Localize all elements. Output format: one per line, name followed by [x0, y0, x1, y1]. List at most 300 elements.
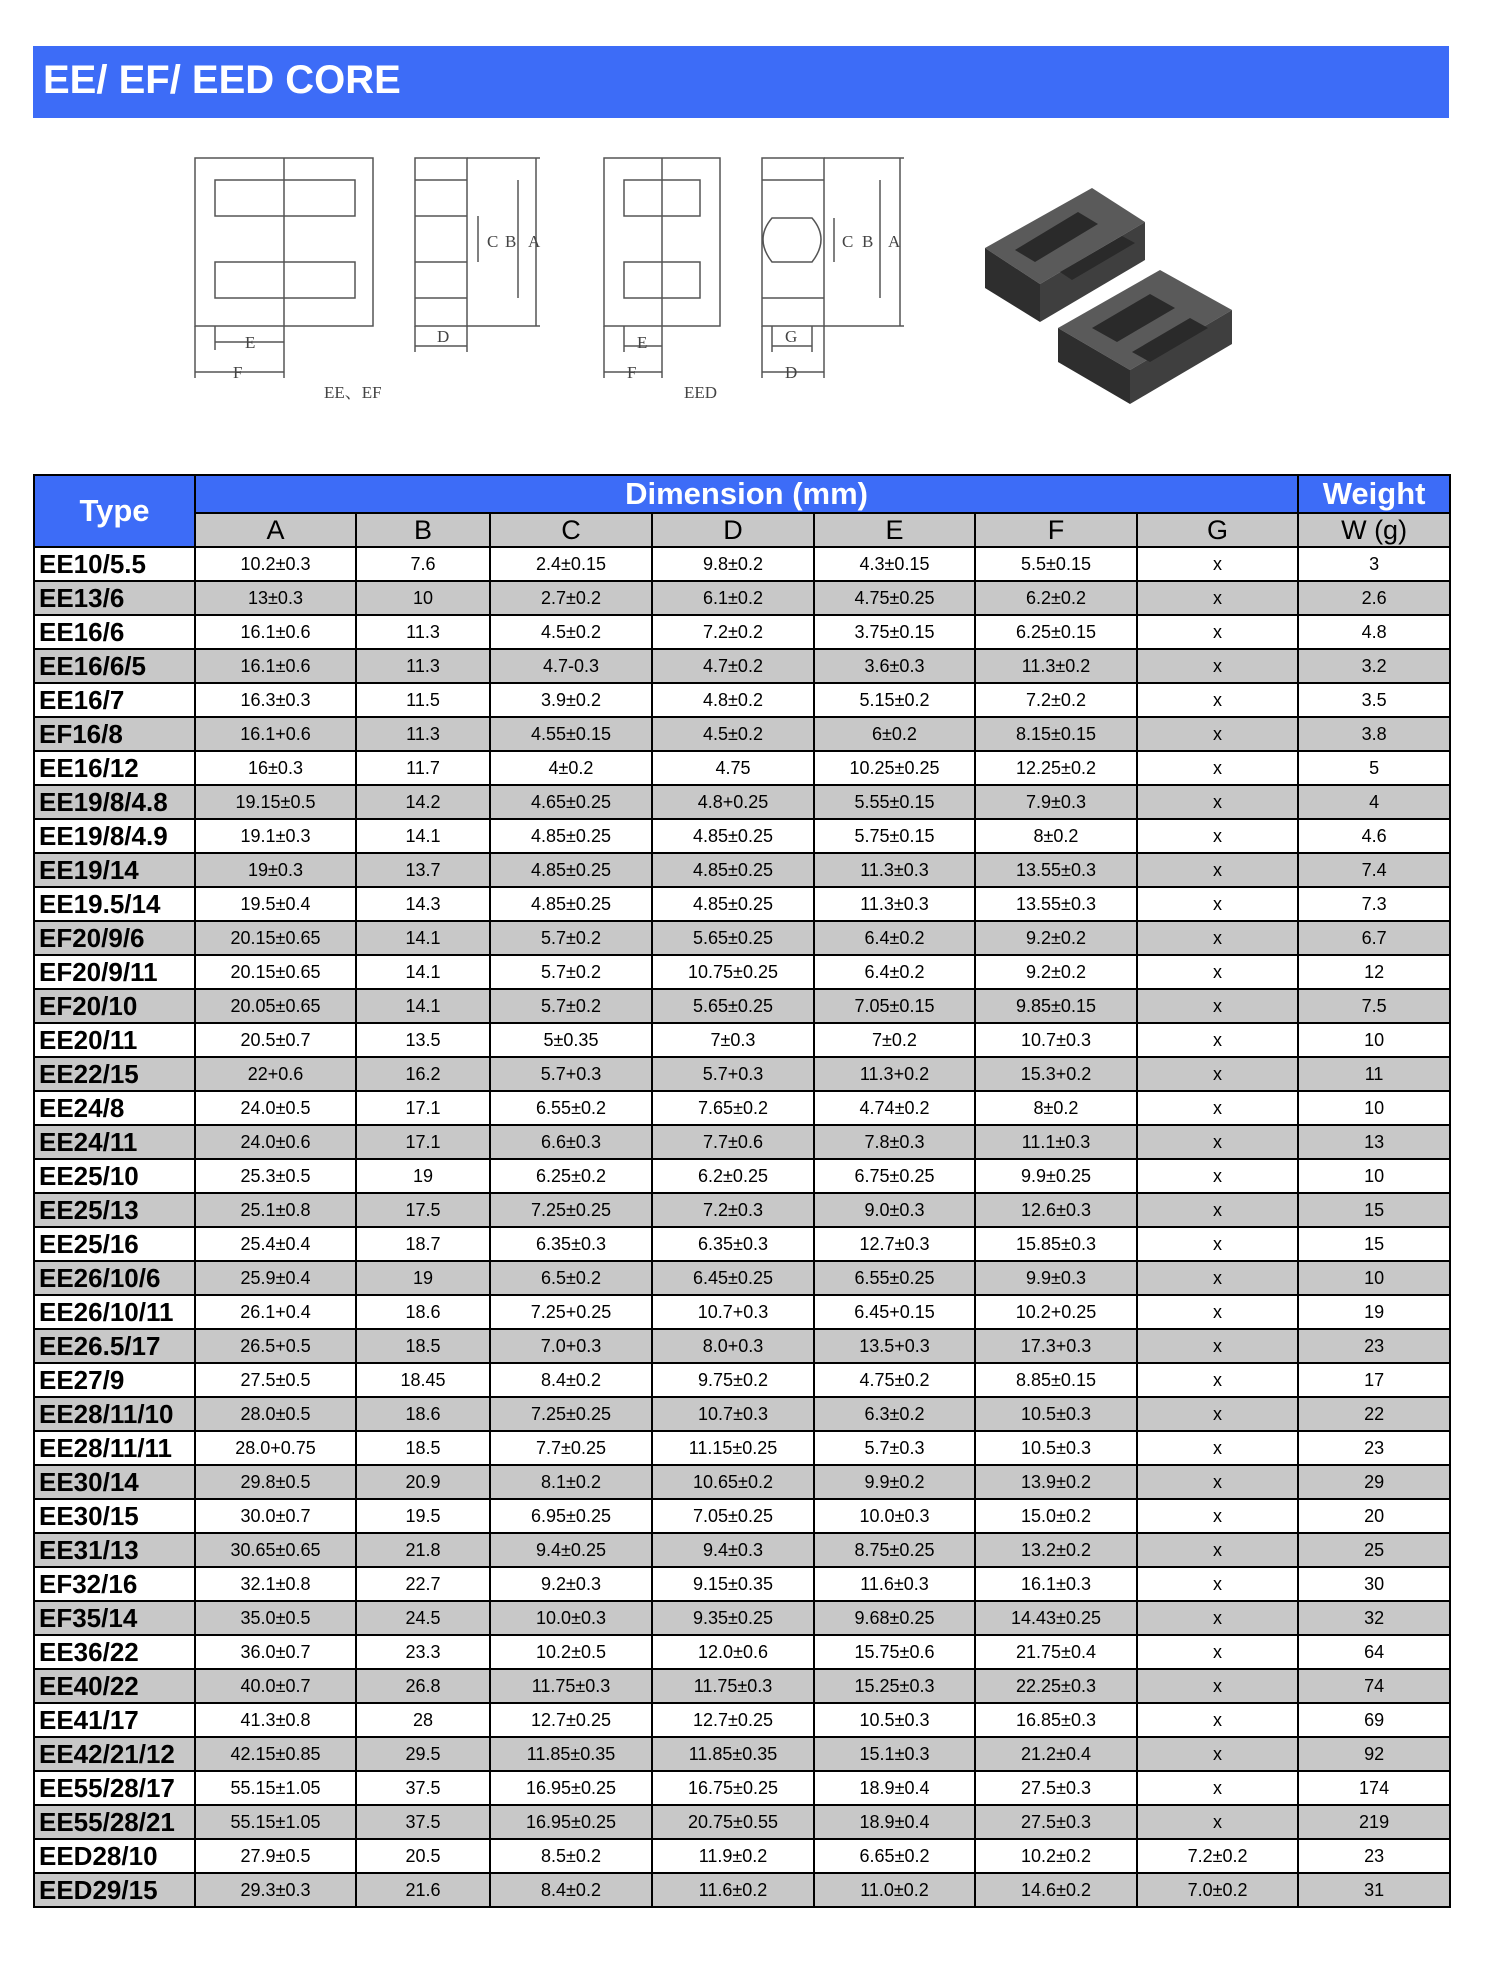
- cell-value: x: [1137, 955, 1298, 989]
- cell-value: x: [1137, 1533, 1298, 1567]
- label-d-right: D: [785, 363, 798, 382]
- cell-value: 24.0±0.5: [195, 1091, 356, 1125]
- cell-value: x: [1137, 1227, 1298, 1261]
- cell-value: 29.3±0.3: [195, 1873, 356, 1907]
- table-row: [34, 649, 1450, 683]
- cell-value: 20.05±0.65: [195, 989, 356, 1023]
- cell-value: 7.05±0.15: [814, 989, 975, 1023]
- cell-type: EE26/10/11: [34, 1295, 195, 1329]
- cell-value: 19.5±0.4: [195, 887, 356, 921]
- cell-value: 14.1: [356, 819, 490, 853]
- cell-type: EE19/14: [34, 853, 195, 887]
- table-row: [34, 1465, 1450, 1499]
- column-header-weight: W (g): [1298, 513, 1450, 547]
- cell-value: 11.3±0.3: [814, 853, 975, 887]
- ee-ef-side-view: [415, 158, 540, 352]
- cell-value: 12.7±0.3: [814, 1227, 975, 1261]
- cell-value: 5.7±0.3: [814, 1431, 975, 1465]
- cell-value: 25.4±0.4: [195, 1227, 356, 1261]
- cell-value: 4.75: [652, 751, 814, 785]
- cell-value: 16±0.3: [195, 751, 356, 785]
- cell-type: EE10/5.5: [34, 547, 195, 581]
- cell-value: x: [1137, 581, 1298, 615]
- cell-value: 5.15±0.2: [814, 683, 975, 717]
- cell-value: 28.0+0.75: [195, 1431, 356, 1465]
- cell-value: 13: [1298, 1125, 1450, 1159]
- cell-type: EE28/11/11: [34, 1431, 195, 1465]
- cell-value: 11.0±0.2: [814, 1873, 975, 1907]
- cell-value: 69: [1298, 1703, 1450, 1737]
- cell-value: 16.3±0.3: [195, 683, 356, 717]
- cell-value: 11.5: [356, 683, 490, 717]
- cell-value: 5.75±0.15: [814, 819, 975, 853]
- cell-value: 9.8±0.2: [652, 547, 814, 581]
- cell-value: 32.1±0.8: [195, 1567, 356, 1601]
- cell-value: 4±0.2: [490, 751, 652, 785]
- cell-type: EE41/17: [34, 1703, 195, 1737]
- cell-value: 4.85±0.25: [652, 819, 814, 853]
- cell-value: 36.0±0.7: [195, 1635, 356, 1669]
- header-weight: Weight: [1298, 475, 1450, 513]
- column-header-d: D: [652, 513, 814, 547]
- cell-value: 11.75±0.3: [652, 1669, 814, 1703]
- label-ee-ef: EE、EF: [324, 383, 382, 402]
- cell-value: 14.2: [356, 785, 490, 819]
- cell-type: EE16/6: [34, 615, 195, 649]
- cell-value: 29: [1298, 1465, 1450, 1499]
- cell-value: 7.7±0.25: [490, 1431, 652, 1465]
- cell-value: 10.7±0.3: [975, 1023, 1137, 1057]
- label-c-right: C: [842, 232, 854, 251]
- cell-value: x: [1137, 1057, 1298, 1091]
- cell-value: 31: [1298, 1873, 1450, 1907]
- table-row: [34, 1125, 1450, 1159]
- label-f-right: F: [627, 363, 637, 382]
- cell-type: EE25/13: [34, 1193, 195, 1227]
- cell-value: 27.5±0.3: [975, 1771, 1137, 1805]
- cell-value: 6.2±0.2: [975, 581, 1137, 615]
- cell-value: 7.25±0.25: [490, 1397, 652, 1431]
- table-row: [34, 1057, 1450, 1091]
- cell-value: 11: [1298, 1057, 1450, 1091]
- cell-value: 7.3: [1298, 887, 1450, 921]
- cell-value: 13.5: [356, 1023, 490, 1057]
- cell-type: EE16/6/5: [34, 649, 195, 683]
- label-b-right: B: [862, 232, 874, 251]
- cell-value: 12.0±0.6: [652, 1635, 814, 1669]
- ee-ef-front-view: [195, 158, 373, 378]
- cell-value: 18.9±0.4: [814, 1805, 975, 1839]
- table-row: [34, 819, 1450, 853]
- cell-value: 16.1±0.6: [195, 615, 356, 649]
- cell-value: 20: [1298, 1499, 1450, 1533]
- cell-value: 4.55±0.15: [490, 717, 652, 751]
- table-row: [34, 1635, 1450, 1669]
- cell-value: x: [1137, 1295, 1298, 1329]
- cell-type: EE30/15: [34, 1499, 195, 1533]
- cell-value: 3.2: [1298, 649, 1450, 683]
- cell-value: x: [1137, 751, 1298, 785]
- cell-value: x: [1137, 1397, 1298, 1431]
- cell-value: 10.2±0.3: [195, 547, 356, 581]
- cell-value: 17.3+0.3: [975, 1329, 1137, 1363]
- title-bar: [33, 46, 1449, 118]
- table-row: [34, 615, 1450, 649]
- table-row: [34, 1261, 1450, 1295]
- cell-value: 8.0+0.3: [652, 1329, 814, 1363]
- cell-value: 15.25±0.3: [814, 1669, 975, 1703]
- cell-value: 4.75±0.2: [814, 1363, 975, 1397]
- cell-value: 7.5: [1298, 989, 1450, 1023]
- cell-value: 14.43±0.25: [975, 1601, 1137, 1635]
- cell-value: 2.6: [1298, 581, 1450, 615]
- cell-value: 6.55±0.25: [814, 1261, 975, 1295]
- cell-value: 10.5±0.3: [814, 1703, 975, 1737]
- cell-value: 25: [1298, 1533, 1450, 1567]
- cell-value: 15: [1298, 1193, 1450, 1227]
- cell-value: 9.2±0.2: [975, 955, 1137, 989]
- cell-value: 6.35±0.3: [490, 1227, 652, 1261]
- cell-value: 8.1±0.2: [490, 1465, 652, 1499]
- cell-type: EE19/8/4.8: [34, 785, 195, 819]
- table-row: [34, 1431, 1450, 1465]
- table-row: [34, 1839, 1450, 1873]
- cell-value: 16.75±0.25: [652, 1771, 814, 1805]
- cell-value: x: [1137, 1193, 1298, 1227]
- cell-value: 11.85±0.35: [652, 1737, 814, 1771]
- table-row: [34, 1601, 1450, 1635]
- cell-value: 12.7±0.25: [490, 1703, 652, 1737]
- cell-value: 10: [356, 581, 490, 615]
- cell-value: 11.6±0.2: [652, 1873, 814, 1907]
- cell-value: 9.9±0.25: [975, 1159, 1137, 1193]
- cell-value: 10.2±0.2: [975, 1839, 1137, 1873]
- cell-value: 5.5±0.15: [975, 547, 1137, 581]
- cell-value: 17: [1298, 1363, 1450, 1397]
- cell-value: 7±0.3: [652, 1023, 814, 1057]
- cell-value: 55.15±1.05: [195, 1805, 356, 1839]
- cell-type: EE40/22: [34, 1669, 195, 1703]
- cell-value: 12.6±0.3: [975, 1193, 1137, 1227]
- cell-value: 20.15±0.65: [195, 955, 356, 989]
- cell-value: x: [1137, 853, 1298, 887]
- table-row: [34, 751, 1450, 785]
- cell-value: x: [1137, 1431, 1298, 1465]
- cell-value: 11.6±0.3: [814, 1567, 975, 1601]
- cell-value: 26.8: [356, 1669, 490, 1703]
- cell-value: x: [1137, 1363, 1298, 1397]
- cell-value: 19±0.3: [195, 853, 356, 887]
- cell-value: 11.3+0.2: [814, 1057, 975, 1091]
- label-a-left: A: [528, 232, 541, 251]
- cell-value: 26.5+0.5: [195, 1329, 356, 1363]
- table-row: [34, 1363, 1450, 1397]
- cell-value: 15.0±0.2: [975, 1499, 1137, 1533]
- cell-value: 3.5: [1298, 683, 1450, 717]
- cell-value: 8.85±0.15: [975, 1363, 1137, 1397]
- table-row: [34, 1159, 1450, 1193]
- cell-value: 13.7: [356, 853, 490, 887]
- cell-type: EE25/10: [34, 1159, 195, 1193]
- cell-type: EF20/10: [34, 989, 195, 1023]
- cell-value: 15.85±0.3: [975, 1227, 1137, 1261]
- cell-value: 17.1: [356, 1125, 490, 1159]
- cell-value: 18.5: [356, 1431, 490, 1465]
- table-row: [34, 1091, 1450, 1125]
- core-spec-table: [33, 474, 1451, 1908]
- cell-value: 16.1±0.3: [975, 1567, 1137, 1601]
- cell-value: 24.0±0.6: [195, 1125, 356, 1159]
- cell-type: EE19/8/4.9: [34, 819, 195, 853]
- table-row: [34, 547, 1450, 581]
- cell-value: x: [1137, 1669, 1298, 1703]
- cell-value: 21.6: [356, 1873, 490, 1907]
- cell-value: 21.8: [356, 1533, 490, 1567]
- table-row: [34, 1771, 1450, 1805]
- cell-value: 10.7±0.3: [652, 1397, 814, 1431]
- cell-value: x: [1137, 1159, 1298, 1193]
- table-row: [34, 1533, 1450, 1567]
- cell-value: 4.75±0.25: [814, 581, 975, 615]
- cell-value: 30: [1298, 1567, 1450, 1601]
- cell-value: 6.25±0.15: [975, 615, 1137, 649]
- cell-value: 5.65±0.25: [652, 989, 814, 1023]
- cell-value: x: [1137, 649, 1298, 683]
- cell-value: 9.35±0.25: [652, 1601, 814, 1635]
- table-row: [34, 581, 1450, 615]
- table-row: [34, 887, 1450, 921]
- cell-value: 23.3: [356, 1635, 490, 1669]
- cell-value: 8.4±0.2: [490, 1363, 652, 1397]
- cell-value: 55.15±1.05: [195, 1771, 356, 1805]
- cell-value: 4.74±0.2: [814, 1091, 975, 1125]
- cell-type: EE26/10/6: [34, 1261, 195, 1295]
- column-header-e: E: [814, 513, 975, 547]
- cell-type: EE27/9: [34, 1363, 195, 1397]
- cell-value: 6.7: [1298, 921, 1450, 955]
- cell-value: 20.15±0.65: [195, 921, 356, 955]
- cell-value: x: [1137, 547, 1298, 581]
- cell-value: x: [1137, 615, 1298, 649]
- cell-value: 12: [1298, 955, 1450, 989]
- table-row: [34, 1703, 1450, 1737]
- cell-value: 4.65±0.25: [490, 785, 652, 819]
- cell-value: 9.85±0.15: [975, 989, 1137, 1023]
- cell-value: 23: [1298, 1329, 1450, 1363]
- cell-value: 4.8: [1298, 615, 1450, 649]
- cell-value: 7.6: [356, 547, 490, 581]
- cell-value: 4.8+0.25: [652, 785, 814, 819]
- cell-type: EE20/11: [34, 1023, 195, 1057]
- label-eed: EED: [684, 383, 718, 402]
- cell-value: 3.9±0.2: [490, 683, 652, 717]
- cell-value: x: [1137, 819, 1298, 853]
- cell-value: 10.75±0.25: [652, 955, 814, 989]
- cell-value: 17.5: [356, 1193, 490, 1227]
- cell-value: 12.25±0.2: [975, 751, 1137, 785]
- cell-value: x: [1137, 887, 1298, 921]
- table-row: [34, 853, 1450, 887]
- cell-type: EED29/15: [34, 1873, 195, 1907]
- table-row: [34, 717, 1450, 751]
- cell-value: 8.5±0.2: [490, 1839, 652, 1873]
- cell-type: EE55/28/17: [34, 1771, 195, 1805]
- cell-value: 4.85±0.25: [652, 853, 814, 887]
- cell-value: x: [1137, 1567, 1298, 1601]
- cell-type: EE36/22: [34, 1635, 195, 1669]
- cell-value: x: [1137, 1499, 1298, 1533]
- cell-value: 16.95±0.25: [490, 1771, 652, 1805]
- cell-value: 18.45: [356, 1363, 490, 1397]
- cell-value: 30.0±0.7: [195, 1499, 356, 1533]
- table-row: [34, 1227, 1450, 1261]
- cell-value: 11.3: [356, 615, 490, 649]
- cell-value: 11.3: [356, 717, 490, 751]
- cell-type: EE42/21/12: [34, 1737, 195, 1771]
- cell-value: 13.5+0.3: [814, 1329, 975, 1363]
- table-row: [34, 1193, 1450, 1227]
- cell-value: 7.25±0.25: [490, 1193, 652, 1227]
- cell-type: EE25/16: [34, 1227, 195, 1261]
- cell-value: x: [1137, 717, 1298, 751]
- cell-value: 5±0.35: [490, 1023, 652, 1057]
- cell-value: 18.6: [356, 1295, 490, 1329]
- cell-value: 4.8±0.2: [652, 683, 814, 717]
- cell-value: 13±0.3: [195, 581, 356, 615]
- cell-value: x: [1137, 1023, 1298, 1057]
- label-e-left: E: [245, 333, 256, 352]
- cell-value: 16.85±0.3: [975, 1703, 1137, 1737]
- table-row: [34, 1397, 1450, 1431]
- cell-type: EE22/15: [34, 1057, 195, 1091]
- cell-value: 7.05±0.25: [652, 1499, 814, 1533]
- cell-value: 27.5±0.5: [195, 1363, 356, 1397]
- cell-value: 6.55±0.2: [490, 1091, 652, 1125]
- cell-value: x: [1137, 1601, 1298, 1635]
- cell-value: 5.65±0.25: [652, 921, 814, 955]
- cell-value: 6.4±0.2: [814, 921, 975, 955]
- cell-value: 6.3±0.2: [814, 1397, 975, 1431]
- cell-value: x: [1137, 921, 1298, 955]
- cell-value: 22.25±0.3: [975, 1669, 1137, 1703]
- header-dimension: Dimension (mm): [195, 475, 1298, 513]
- cell-value: 37.5: [356, 1805, 490, 1839]
- cell-value: 14.1: [356, 989, 490, 1023]
- cell-value: 25.9±0.4: [195, 1261, 356, 1295]
- table-row: [34, 785, 1450, 819]
- header-type: Type: [34, 475, 195, 547]
- cell-value: 4.85±0.25: [490, 819, 652, 853]
- table-row: [34, 1567, 1450, 1601]
- cell-value: 11.7: [356, 751, 490, 785]
- cell-value: 7.0+0.3: [490, 1329, 652, 1363]
- cell-value: 30.65±0.65: [195, 1533, 356, 1567]
- cell-value: 6.45±0.25: [652, 1261, 814, 1295]
- cell-value: 7.0±0.2: [1137, 1873, 1298, 1907]
- cell-value: 14.1: [356, 921, 490, 955]
- cell-type: EED28/10: [34, 1839, 195, 1873]
- cell-value: 4: [1298, 785, 1450, 819]
- cell-value: 9.2±0.2: [975, 921, 1137, 955]
- cell-value: 19.5: [356, 1499, 490, 1533]
- cell-value: 8.4±0.2: [490, 1873, 652, 1907]
- cell-value: 7.4: [1298, 853, 1450, 887]
- cell-value: 14.6±0.2: [975, 1873, 1137, 1907]
- cell-value: 3.75±0.15: [814, 615, 975, 649]
- cell-value: 11.3±0.2: [975, 649, 1137, 683]
- cell-value: 21.75±0.4: [975, 1635, 1137, 1669]
- column-header-a: A: [195, 513, 356, 547]
- cell-value: 15: [1298, 1227, 1450, 1261]
- cell-value: 7.2±0.2: [1137, 1839, 1298, 1873]
- cell-value: 29.5: [356, 1737, 490, 1771]
- cell-type: EE24/11: [34, 1125, 195, 1159]
- cell-value: 11.85±0.35: [490, 1737, 652, 1771]
- cell-value: 9.9±0.2: [814, 1465, 975, 1499]
- cell-value: 42.15±0.85: [195, 1737, 356, 1771]
- cell-value: 15.75±0.6: [814, 1635, 975, 1669]
- cell-value: 18.9±0.4: [814, 1771, 975, 1805]
- cell-value: 19: [1298, 1295, 1450, 1329]
- cell-value: 7.65±0.2: [652, 1091, 814, 1125]
- cell-value: 28: [356, 1703, 490, 1737]
- cell-type: EE26.5/17: [34, 1329, 195, 1363]
- cell-value: 20.5±0.7: [195, 1023, 356, 1057]
- cell-value: 174: [1298, 1771, 1450, 1805]
- cell-value: 2.7±0.2: [490, 581, 652, 615]
- cell-value: 11.1±0.3: [975, 1125, 1137, 1159]
- cell-value: 9.15±0.35: [652, 1567, 814, 1601]
- cell-value: 29.8±0.5: [195, 1465, 356, 1499]
- cell-value: x: [1137, 1635, 1298, 1669]
- cell-value: 9.75±0.2: [652, 1363, 814, 1397]
- eed-side-view: [762, 158, 904, 378]
- cell-value: 22+0.6: [195, 1057, 356, 1091]
- cell-value: 17.1: [356, 1091, 490, 1125]
- cell-value: 24.5: [356, 1601, 490, 1635]
- cell-type: EE16/12: [34, 751, 195, 785]
- cell-value: 7.9±0.3: [975, 785, 1137, 819]
- cell-value: 4.3±0.15: [814, 547, 975, 581]
- cell-value: 6.65±0.2: [814, 1839, 975, 1873]
- cell-value: 22.7: [356, 1567, 490, 1601]
- label-c-left: C: [487, 232, 499, 251]
- cell-value: 19.1±0.3: [195, 819, 356, 853]
- cell-value: 4.85±0.25: [490, 853, 652, 887]
- cell-value: 35.0±0.5: [195, 1601, 356, 1635]
- cell-value: 10.2+0.25: [975, 1295, 1137, 1329]
- cell-value: 7.2±0.2: [975, 683, 1137, 717]
- cell-value: 9.9±0.3: [975, 1261, 1137, 1295]
- cell-value: 27.9±0.5: [195, 1839, 356, 1873]
- cell-value: x: [1137, 1329, 1298, 1363]
- cell-value: x: [1137, 989, 1298, 1023]
- cell-value: 6.1±0.2: [652, 581, 814, 615]
- cell-value: 5.7±0.2: [490, 921, 652, 955]
- cell-value: 6.95±0.25: [490, 1499, 652, 1533]
- table-row: [34, 955, 1450, 989]
- cell-value: x: [1137, 1703, 1298, 1737]
- core-diagrams: [0, 140, 1488, 420]
- cell-value: 4.5±0.2: [490, 615, 652, 649]
- cell-value: 19.15±0.5: [195, 785, 356, 819]
- cell-value: 7.25+0.25: [490, 1295, 652, 1329]
- cell-value: 8±0.2: [975, 1091, 1137, 1125]
- cell-value: 5.7±0.2: [490, 989, 652, 1023]
- table-row: [34, 1023, 1450, 1057]
- cell-value: 14.1: [356, 955, 490, 989]
- cell-value: x: [1137, 1261, 1298, 1295]
